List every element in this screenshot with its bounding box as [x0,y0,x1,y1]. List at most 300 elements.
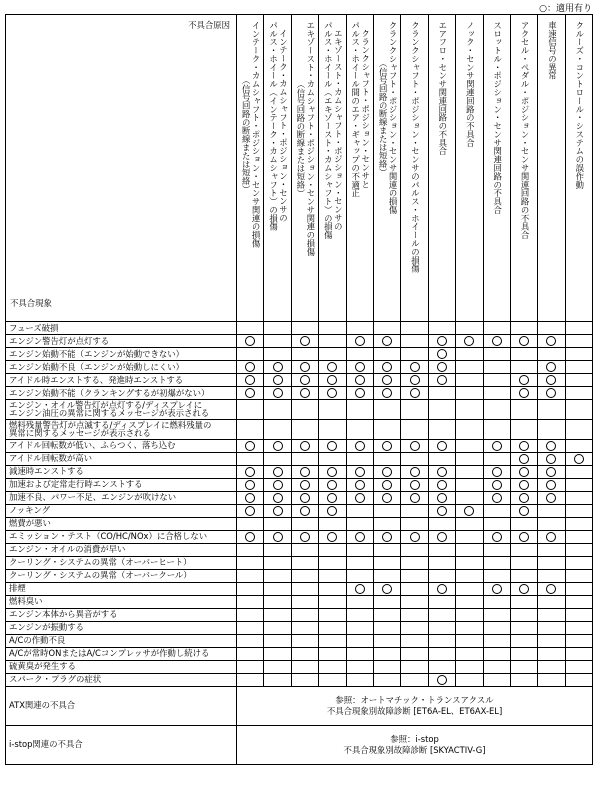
applicability-cell [401,556,428,569]
applicability-cell [510,419,537,439]
applicability-cell [346,439,373,452]
cause-column-label: クランクシャフト・ポジション・センサと パルス・ホイール間のエア・ギャップの不適正 [350,21,371,198]
applicable-circle-icon [382,532,392,542]
applicability-cell [264,634,291,647]
applicability-cell [565,556,592,569]
applicability-cell [291,660,318,673]
applicability-cell [264,478,291,491]
applicability-cell [538,504,565,517]
applicability-cell [373,608,400,621]
applicability-cell [456,660,483,673]
applicable-circle-icon [546,480,556,490]
applicability-cell [428,335,455,348]
applicability-cell [401,634,428,647]
applicable-circle-icon [574,454,584,464]
applicability-cell [483,452,510,465]
applicability-cell [428,322,455,335]
applicability-cell [510,595,537,608]
table-row [6,478,593,491]
applicability-cell [565,673,592,686]
applicability-cell [373,556,400,569]
applicability-cell [319,439,346,452]
applicability-cell [565,504,592,517]
applicability-cell [291,504,318,517]
applicability-cell [291,582,318,595]
applicability-cell [538,348,565,361]
applicability-cell [346,504,373,517]
symptom-label: 燃料残量警告灯が点滅する/ディスプレイに燃料残量の 異常に関するメッセージが表示される [6,419,237,439]
table-row [6,322,593,335]
applicability-cell [483,660,510,673]
applicability-cell [237,439,264,452]
applicability-cell [346,517,373,530]
applicability-cell [456,361,483,374]
legend: ○：適用有り [539,4,592,14]
applicability-cell [456,595,483,608]
applicability-cell [510,530,537,543]
applicability-cell [237,387,264,400]
symptom-label: フューズ破損 [6,322,237,335]
symptom-label: エミッション・テスト（CO/HC/NOx）に合格しない [6,530,237,543]
applicability-cell [510,348,537,361]
applicable-circle-icon [245,362,255,372]
applicability-cell [237,660,264,673]
applicable-circle-icon [245,480,255,490]
applicability-cell [237,465,264,478]
applicability-cell [264,400,291,420]
applicability-cell [291,387,318,400]
applicability-cell [373,582,400,595]
applicability-cell [565,478,592,491]
applicability-cell [428,348,455,361]
symptom-label: エンジン本体から異音がする [6,608,237,621]
symptom-label: エンジン・オイル警告灯が点灯する/ディスプレイに エンジン油圧の異常に関するメッセージが表示される [6,400,237,420]
applicable-circle-icon [437,584,447,594]
applicability-cell [319,556,346,569]
applicability-cell [428,634,455,647]
applicability-cell [373,569,400,582]
applicability-cell [346,608,373,621]
applicability-cell [565,387,592,400]
applicability-cell [565,439,592,452]
symptom-label: スパーク・プラグの症状 [6,673,237,686]
applicability-cell [401,608,428,621]
applicable-circle-icon [355,584,365,594]
applicable-circle-icon [492,584,502,594]
cause-column-label: クルーズ・コントロール・システムの誤作動 [574,21,585,189]
applicability-cell [456,400,483,420]
reference-label: i-stop関連の不具合 [6,725,237,764]
applicable-circle-icon [245,493,255,503]
table-row [6,621,593,634]
applicability-cell [319,530,346,543]
applicable-circle-icon [410,441,420,451]
applicable-circle-icon [410,375,420,385]
applicability-cell [538,660,565,673]
applicability-cell [264,361,291,374]
applicability-cell [237,569,264,582]
applicability-cell [237,504,264,517]
applicability-cell [237,530,264,543]
applicability-cell [538,634,565,647]
symptom-label: アイドル回転数が高い [6,452,237,465]
applicability-cell [510,439,537,452]
applicability-cell [483,348,510,361]
applicability-cell [428,387,455,400]
applicability-cell [456,608,483,621]
applicable-circle-icon [464,506,474,516]
applicable-circle-icon [355,467,365,477]
applicability-cell [264,582,291,595]
applicable-circle-icon [355,375,365,385]
applicability-cell [483,582,510,595]
applicable-circle-icon [327,362,337,372]
applicability-cell [565,419,592,439]
applicable-circle-icon [245,532,255,542]
applicability-cell [373,322,400,335]
cause-column-label: エアフロ・センサ関連回路の不具合 [437,21,448,156]
applicability-cell [428,660,455,673]
applicability-cell [264,322,291,335]
corner-divider [6,15,236,315]
symptom-label: エンジン始動不良（エンジンが始動しにくい） [6,361,237,374]
cause-column-label: クランクシャフト・ポジション・センサのパルス・ホイールの損傷 [410,21,421,273]
applicable-circle-icon [273,362,283,372]
applicability-cell [510,400,537,420]
applicability-cell [565,465,592,478]
applicability-cell [538,530,565,543]
table-row [6,634,593,647]
applicability-cell [565,530,592,543]
applicability-cell [291,400,318,420]
applicability-cell [538,374,565,387]
applicability-cell [401,400,428,420]
cause-column-label: エキゾースト・カムシャフト・ポジション・センサの パルス・ホイール（エキゾースト・カムシャフト）の損傷 [323,21,344,240]
applicability-cell [291,374,318,387]
applicability-cell [346,374,373,387]
applicable-circle-icon [492,336,502,346]
applicability-cell [319,634,346,647]
applicability-cell [373,543,400,556]
applicability-cell [456,621,483,634]
applicable-circle-icon [519,375,529,385]
applicability-cell [237,400,264,420]
applicability-cell [401,478,428,491]
applicability-cell [428,478,455,491]
applicability-cell [319,465,346,478]
applicability-cell [428,374,455,387]
applicable-circle-icon [410,493,420,503]
applicability-cell [346,491,373,504]
applicability-cell [456,491,483,504]
applicability-cell [428,647,455,660]
cause-column-header [264,15,291,322]
applicable-circle-icon [245,336,255,346]
applicability-cell [401,660,428,673]
applicability-cell [510,322,537,335]
applicability-cell [319,673,346,686]
applicability-cell [510,634,537,647]
symptom-label: 燃費が悪い [6,517,237,530]
applicability-cell [456,517,483,530]
applicability-cell [373,361,400,374]
applicability-cell [319,400,346,420]
applicability-cell [346,400,373,420]
applicable-circle-icon [300,467,310,477]
applicable-circle-icon [492,532,502,542]
applicability-cell [538,582,565,595]
applicability-cell [401,387,428,400]
symptom-label: エンジンが振動する [6,621,237,634]
applicable-circle-icon [355,441,365,451]
applicability-cell [401,348,428,361]
applicability-cell [483,517,510,530]
applicability-cell [538,517,565,530]
applicability-cell [373,634,400,647]
applicability-cell [510,582,537,595]
applicability-cell [510,673,537,686]
applicability-cell [565,491,592,504]
applicability-cell [373,504,400,517]
applicability-cell [483,569,510,582]
applicable-circle-icon [546,584,556,594]
applicable-circle-icon [546,532,556,542]
table-row [6,387,593,400]
applicability-cell [346,673,373,686]
applicability-cell [319,361,346,374]
applicability-cell [401,647,428,660]
applicability-cell [483,608,510,621]
applicability-cell [291,647,318,660]
applicability-cell [373,621,400,634]
applicability-cell [401,361,428,374]
applicability-cell [428,400,455,420]
applicability-cell [237,582,264,595]
applicability-cell [401,439,428,452]
symptom-label: エンジン警告灯が点灯する [6,335,237,348]
cause-label: 不具合原因 [188,20,230,30]
applicability-cell [401,504,428,517]
applicability-cell [237,374,264,387]
applicability-cell [428,556,455,569]
cause-column-label: エキゾースト・カムシャフト・ポジション・センサ関連の損傷 （信号回路の断線または短絡） [295,21,316,256]
symptom-label: 硫黄臭が発生する [6,660,237,673]
applicability-cell [510,478,537,491]
applicable-circle-icon [327,375,337,385]
applicable-circle-icon [355,336,365,346]
applicability-cell [401,452,428,465]
cause-column-header [346,15,373,322]
applicability-cell [291,530,318,543]
symptom-label: エンジン始動不能（クランキングするが初爆がない） [6,387,237,400]
reference-label: ATX関連の不具合 [6,686,237,725]
applicable-circle-icon [273,493,283,503]
applicable-circle-icon [437,349,447,359]
applicability-cell [291,322,318,335]
applicability-cell [456,419,483,439]
applicability-cell [237,621,264,634]
applicable-circle-icon [355,362,365,372]
applicability-cell [346,556,373,569]
applicability-cell [565,348,592,361]
applicability-cell [346,348,373,361]
applicability-cell [264,374,291,387]
symptom-label: エンジン・オイルの消費が早い [6,543,237,556]
symptom-label: 加速不良、パワー不足、エンジンが吹けない [6,491,237,504]
applicability-cell [428,530,455,543]
applicability-cell [291,543,318,556]
applicable-circle-icon [437,480,447,490]
table-row [6,465,593,478]
applicability-cell [483,478,510,491]
applicability-cell [237,595,264,608]
applicability-cell [483,335,510,348]
applicability-cell [456,348,483,361]
applicable-circle-icon [327,532,337,542]
applicability-cell [538,491,565,504]
applicability-cell [237,478,264,491]
symptom-label: アイドル時エンストする、発進時エンストする [6,374,237,387]
reference-text: 参照：i-stop 不具合現象別故障診断 [SKYACTIV-G] [237,725,593,764]
applicability-cell [291,517,318,530]
applicability-cell [291,439,318,452]
applicable-circle-icon [546,336,556,346]
applicability-cell [510,647,537,660]
applicability-cell [456,556,483,569]
applicability-cell [510,335,537,348]
table-row [6,348,593,361]
applicability-cell [428,491,455,504]
applicable-circle-icon [355,480,365,490]
applicable-circle-icon [410,467,420,477]
applicable-circle-icon [382,467,392,477]
symptom-label: クーリング・システムの異常（オーバーヒート） [6,556,237,569]
applicability-cell [346,595,373,608]
applicability-cell [565,569,592,582]
applicability-cell [346,582,373,595]
applicable-circle-icon [300,493,310,503]
applicability-cell [373,491,400,504]
applicability-cell [565,595,592,608]
applicability-cell [237,322,264,335]
applicability-cell [291,335,318,348]
applicability-cell [456,673,483,686]
applicable-circle-icon [519,506,529,516]
applicability-cell [373,452,400,465]
applicability-cell [373,673,400,686]
applicability-cell [428,621,455,634]
applicability-cell [565,400,592,420]
applicability-cell [565,543,592,556]
applicability-cell [346,478,373,491]
applicability-cell [483,530,510,543]
applicability-cell [538,543,565,556]
applicable-circle-icon [546,362,556,372]
applicability-cell [319,387,346,400]
table-row [6,595,593,608]
applicability-cell [346,530,373,543]
applicable-circle-icon [245,388,255,398]
symptom-label: 排煙 [6,582,237,595]
applicability-cell [483,647,510,660]
table-row [6,419,593,439]
applicable-circle-icon [410,362,420,372]
applicability-cell [264,621,291,634]
applicable-circle-icon [300,506,310,516]
applicability-cell [510,465,537,478]
applicability-cell [319,348,346,361]
applicability-cell [483,504,510,517]
applicability-cell [456,465,483,478]
applicable-circle-icon [300,388,310,398]
applicable-circle-icon [437,467,447,477]
symptom-label: クーリング・システムの異常（オーバークール） [6,569,237,582]
table-row [6,374,593,387]
applicability-cell [428,465,455,478]
applicable-circle-icon [327,441,337,451]
applicable-circle-icon [546,493,556,503]
applicability-cell [373,387,400,400]
cause-column-header [456,15,483,322]
applicability-cell [483,374,510,387]
table-row [6,556,593,569]
applicability-cell [291,491,318,504]
applicability-cell [373,660,400,673]
applicability-cell [538,556,565,569]
applicable-circle-icon [327,493,337,503]
applicable-circle-icon [437,493,447,503]
applicable-circle-icon [546,388,556,398]
applicability-cell [510,374,537,387]
applicable-circle-icon [273,388,283,398]
applicability-cell [510,608,537,621]
table-row [6,543,593,556]
applicability-cell [319,660,346,673]
applicability-cell [319,452,346,465]
applicability-cell [538,608,565,621]
applicability-cell [401,582,428,595]
applicability-cell [346,387,373,400]
applicability-cell [483,465,510,478]
applicability-cell [373,647,400,660]
applicability-cell [291,478,318,491]
applicability-cell [510,517,537,530]
applicability-cell [538,478,565,491]
applicability-cell [538,621,565,634]
applicability-cell [264,530,291,543]
diagnosis-table [5,14,593,765]
applicability-cell [483,361,510,374]
applicability-cell [428,582,455,595]
applicability-cell [538,439,565,452]
applicable-circle-icon [245,467,255,477]
applicability-cell [319,569,346,582]
applicable-circle-icon [492,441,502,451]
header-row [6,15,593,322]
applicability-cell [538,465,565,478]
applicability-cell [373,400,400,420]
applicability-cell [538,595,565,608]
cause-column-label: 車速信号の異常 [547,21,558,80]
applicability-cell [264,452,291,465]
applicability-cell [456,530,483,543]
applicability-cell [346,322,373,335]
applicability-cell [565,634,592,647]
table-row [6,491,593,504]
applicability-cell [456,439,483,452]
applicability-cell [373,374,400,387]
applicability-cell [373,465,400,478]
